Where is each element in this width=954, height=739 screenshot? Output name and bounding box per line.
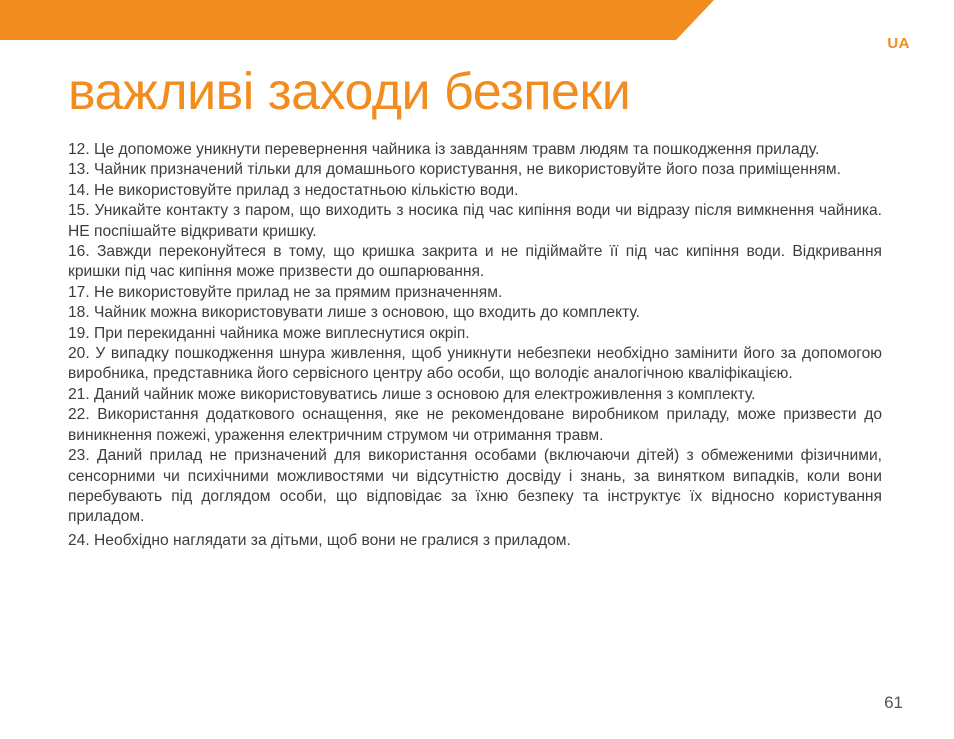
safety-item-18: 18. Чайник можна використовувати лише з основою, що входить до комплекту.: [68, 304, 640, 322]
safety-item-23: 23. Даний прилад не призначений для використання особами (включаючи дітей) з обмеженими фізичними, сенсорними чи психічними можливостями чи відсутністю досвіду і знань, за винятком випадків, коли вони перебувають під доглядом особи, що відповідає за їхню безпеку та інструктує їх відносно користування приладом.: [68, 447, 882, 526]
header-accent-shape: [0, 0, 954, 40]
safety-item-12: 12. Це допоможе уникнути перевернення чайника із завданням травм людям та пошкодження приладу.: [68, 141, 820, 158]
safety-item-24: 24. Необхідно наглядати за дітьми, щоб вони не гралися з приладом.: [68, 531, 571, 549]
header-accent-bar: [0, 0, 954, 40]
safety-item-17: 17. Не використовуйте прилад не за прямим призначенням.: [68, 283, 503, 301]
safety-item-19: 19. При перекиданні чайника може виплеснутися окріп.: [68, 324, 470, 342]
header-accent-polygon: [0, 0, 714, 40]
safety-item-14: 14. Не використовуйте прилад з недостатньою кількістю води.: [68, 181, 519, 199]
safety-item-16: 16. Завжди переконуйтеся в тому, що кришка закрита и не підіймайте її під час кипіння води. Відкривання кришки під час кипіння може призвести до ошпарювання.: [68, 243, 882, 281]
safety-item-15: 15. Уникайте контакту з паром, що виходить з носика під час кипіння води чи відразу після вимкнення чайника. НЕ поспішайте відкривати кришку.: [68, 202, 882, 240]
safety-item-21: 21. Даний чайник може використовуватись лише з основою для електроживлення з комплекту.: [68, 385, 756, 403]
safety-item-20: 20. У випадку пошкодження шнура живлення, щоб уникнути небезпеки необхідно замінити його за допомогою виробника, представника його сервісного центру або особи, що володіє аналогічною кваліфікацією.: [68, 345, 882, 383]
safety-item-22: 22. Використання додаткового оснащення, яке не рекомендоване виробником приладу, може призвести до виникнення пожежі, ураження електричним струмом чи отримання травм.: [68, 406, 882, 444]
language-badge: UA: [887, 35, 910, 52]
safety-list: [68, 140, 882, 551]
page-title: важливі заходи безпеки: [68, 63, 631, 121]
safety-item-13: 13. Чайник призначений тільки для домашнього користування, не використовуйте його поза приміщенням.: [68, 161, 841, 179]
page-number: 61: [884, 693, 903, 712]
